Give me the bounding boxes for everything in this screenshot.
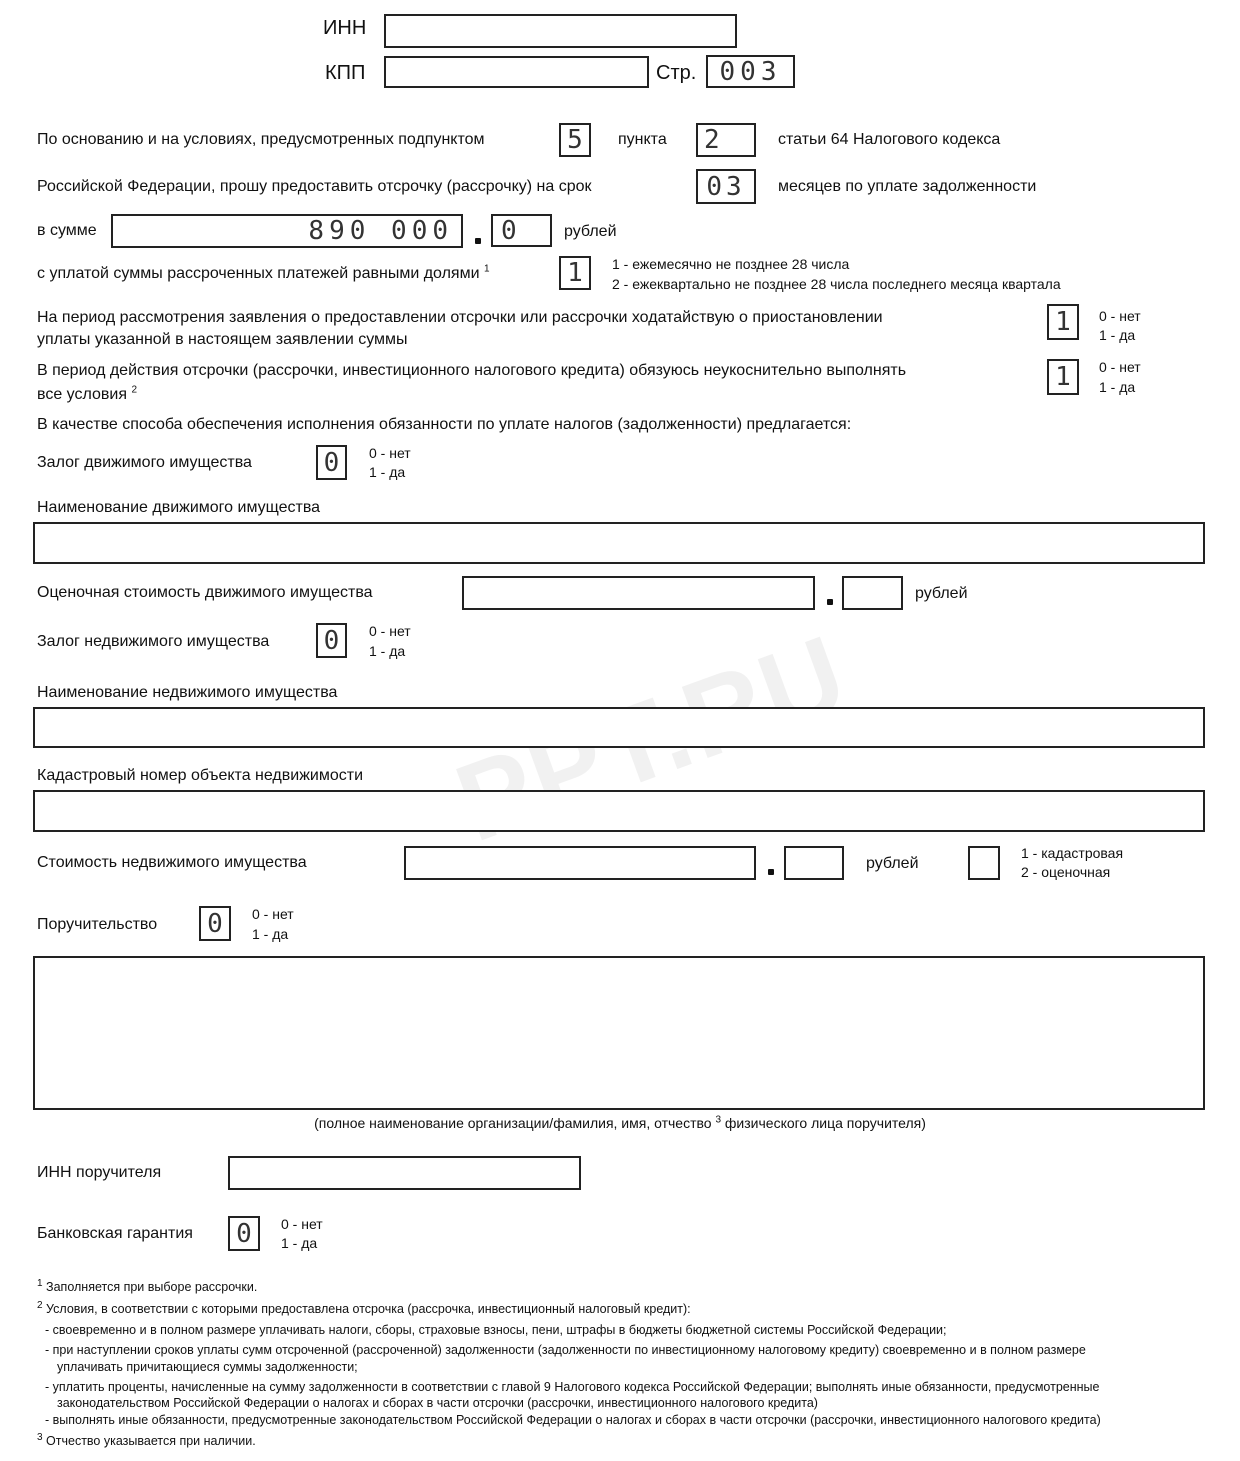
movable-cost-kopecks-field[interactable] [842,576,903,610]
page-label: Стр. [656,62,697,84]
suspension-line2: уплаты указанной в настоящем заявлении суммы [37,331,408,348]
bank-guarantee-opt0: 0 - нет [281,1216,323,1232]
footnote-3: $^3$ Отчество указывается при наличии. [37,1431,256,1448]
security-intro: В качестве способа обеспечения исполнения обязанности по уплате налогов (задолженности) предлагается: [37,416,852,433]
installment-label: с уплатой суммы рассроченных платежей равными долями $^1$ [37,263,490,282]
decimal-dot [475,238,481,244]
immovable-pledge-opt1: 1 - да [369,643,406,659]
sum-label: в сумме [37,222,97,239]
movable-name-field[interactable] [33,522,1205,564]
immovable-pledge-field[interactable]: 0 [316,623,347,658]
sum-currency-label: рублей [564,223,617,240]
installment-option-2: 2 - ежеквартально не позднее 28 числа последнего месяца квартала [612,276,1061,292]
footnote-2-bullet-3-line1: - уплатить проценты, начисленные на сумму задолженности в соответствии с главой 9 Налогового кодекса Российской Федерации; выполнять иные обязанности, предусмотренные [45,1380,1100,1394]
cost-type-field[interactable] [968,846,1000,880]
immovable-name-label: Наименование недвижимого имущества [37,684,338,701]
footnote-2-bullet-4: - выполнять иные обязанности, предусмотренные законодательством Российской Федерации о налогах и сборах в части отсрочки (рассрочки, инвестиционного налогового кредита) [45,1413,1101,1427]
bank-guarantee-label: Банковская гарантия [37,1225,193,1242]
request-line2-prefix: Российской Федерации, прошу предоставить отсрочку (рассрочку) на срок [37,178,592,195]
suspension-field[interactable]: 1 [1047,304,1079,340]
request-line1-prefix: По основанию и на условиях, предусмотренных подпунктом [37,131,485,148]
suspension-opt0: 0 - нет [1099,308,1141,324]
movable-name-label: Наименование движимого имущества [37,499,321,516]
footnote-1: $^1$ Заполняется при выборе рассрочки. [37,1277,258,1294]
cost-type-opt2: 2 - оценочная [1021,864,1111,880]
movable-currency-label: рублей [915,585,968,602]
months-field[interactable]: 03 [696,169,756,204]
movable-pledge-label: Залог движимого имущества [37,454,252,471]
point-label: пункта [618,131,667,148]
footnote-2-bullet-2-line2: уплачивать причитающиеся суммы задолженности; [57,1360,358,1374]
subpoint-field[interactable]: 5 [559,123,591,157]
bank-guarantee-field[interactable]: 0 [228,1216,260,1251]
installment-type-field[interactable]: 1 [559,256,591,290]
obligation-line2: все условия $^2$ [37,384,138,403]
movable-cost-label: Оценочная стоимость движимого имущества [37,584,373,601]
immovable-pledge-opt0: 0 - нет [369,623,411,639]
obligation-opt1: 1 - да [1099,379,1136,395]
obligation-field[interactable]: 1 [1047,359,1079,395]
sum-rubles-field[interactable]: 890 000 [111,214,463,248]
suspension-opt1: 1 - да [1099,327,1136,343]
surety-opt1: 1 - да [252,926,289,942]
cost-type-opt1: 1 - кадастровая [1021,845,1124,861]
cadastral-number-field[interactable] [33,790,1205,832]
page-number-field[interactable]: 003 [706,55,795,88]
footnote-2-bullet-3-line2: законодательством Российской Федерации о налогах и сборах в части отсрочки (рассрочки, инвестиционного налогового кредита) [57,1396,818,1410]
surety-label: Поручительство [37,916,158,933]
request-line2-suffix: месяцев по уплате задолженности [778,178,1037,195]
immovable-cost-label: Стоимость недвижимого имущества [37,854,307,871]
surety-field[interactable]: 0 [199,906,231,941]
bank-guarantee-opt1: 1 - да [281,1235,318,1251]
immovable-pledge-label: Залог недвижимого имущества [37,633,270,650]
immovable-currency-label: рублей [866,855,919,872]
cadastral-label: Кадастровый номер объекта недвижимости [37,767,363,784]
surety-name-field[interactable] [33,956,1205,1110]
movable-decimal-dot [827,599,833,605]
surety-inn-field[interactable] [228,1156,581,1190]
kpp-field[interactable] [384,56,649,88]
point-field[interactable]: 2 [696,123,756,157]
surety-inn-label: ИНН поручителя [37,1164,162,1181]
immovable-cost-kopecks-field[interactable] [784,846,844,880]
surety-opt0: 0 - нет [252,906,294,922]
movable-pledge-opt0: 0 - нет [369,445,411,461]
inn-label: ИНН [323,17,367,39]
footnote-2: $^2$ Условия, в соответствии с которыми предоставлена отсрочка (рассрочка, инвестиционный налоговый кредит): [37,1299,691,1316]
request-line1-suffix: статьи 64 Налогового кодекса [778,131,1001,148]
obligation-opt0: 0 - нет [1099,359,1141,375]
sum-kopecks-field[interactable]: 0 [491,214,552,247]
installment-option-1: 1 - ежемесячно не позднее 28 числа [612,256,850,272]
immovable-name-field[interactable] [33,707,1205,748]
footnote-2-bullet-1: - своевременно и в полном размере уплачивать налоги, сборы, страховые взносы, пени, штрафы в бюджеты бюджетной системы Российской Федерации; [45,1323,947,1337]
kpp-label: КПП [325,62,366,84]
suspension-line1: На период рассмотрения заявления о предоставлении отсрочки или рассрочки ходатайствую о приостановлении [37,309,883,326]
immovable-cost-rubles-field[interactable] [404,846,756,880]
footnote-2-bullet-2-line1: - при наступлении сроков уплаты сумм отсроченной (рассроченной) задолженности (задолженности по инвестиционному налоговому кредиту) своевременно и в полном размере [45,1343,1086,1357]
movable-pledge-field[interactable]: 0 [316,445,347,480]
immovable-decimal-dot [768,869,774,875]
surety-name-caption: (полное наименование организации/фамилия, имя, отчество $^3$ физического лица поручителя) [314,1114,926,1131]
movable-pledge-opt1: 1 - да [369,464,406,480]
movable-cost-rubles-field[interactable] [462,576,815,610]
inn-field[interactable] [384,14,737,48]
obligation-line1: В период действия отсрочки (рассрочки, инвестиционного налогового кредита) обязуюсь неукоснительно выполнять [37,362,907,379]
